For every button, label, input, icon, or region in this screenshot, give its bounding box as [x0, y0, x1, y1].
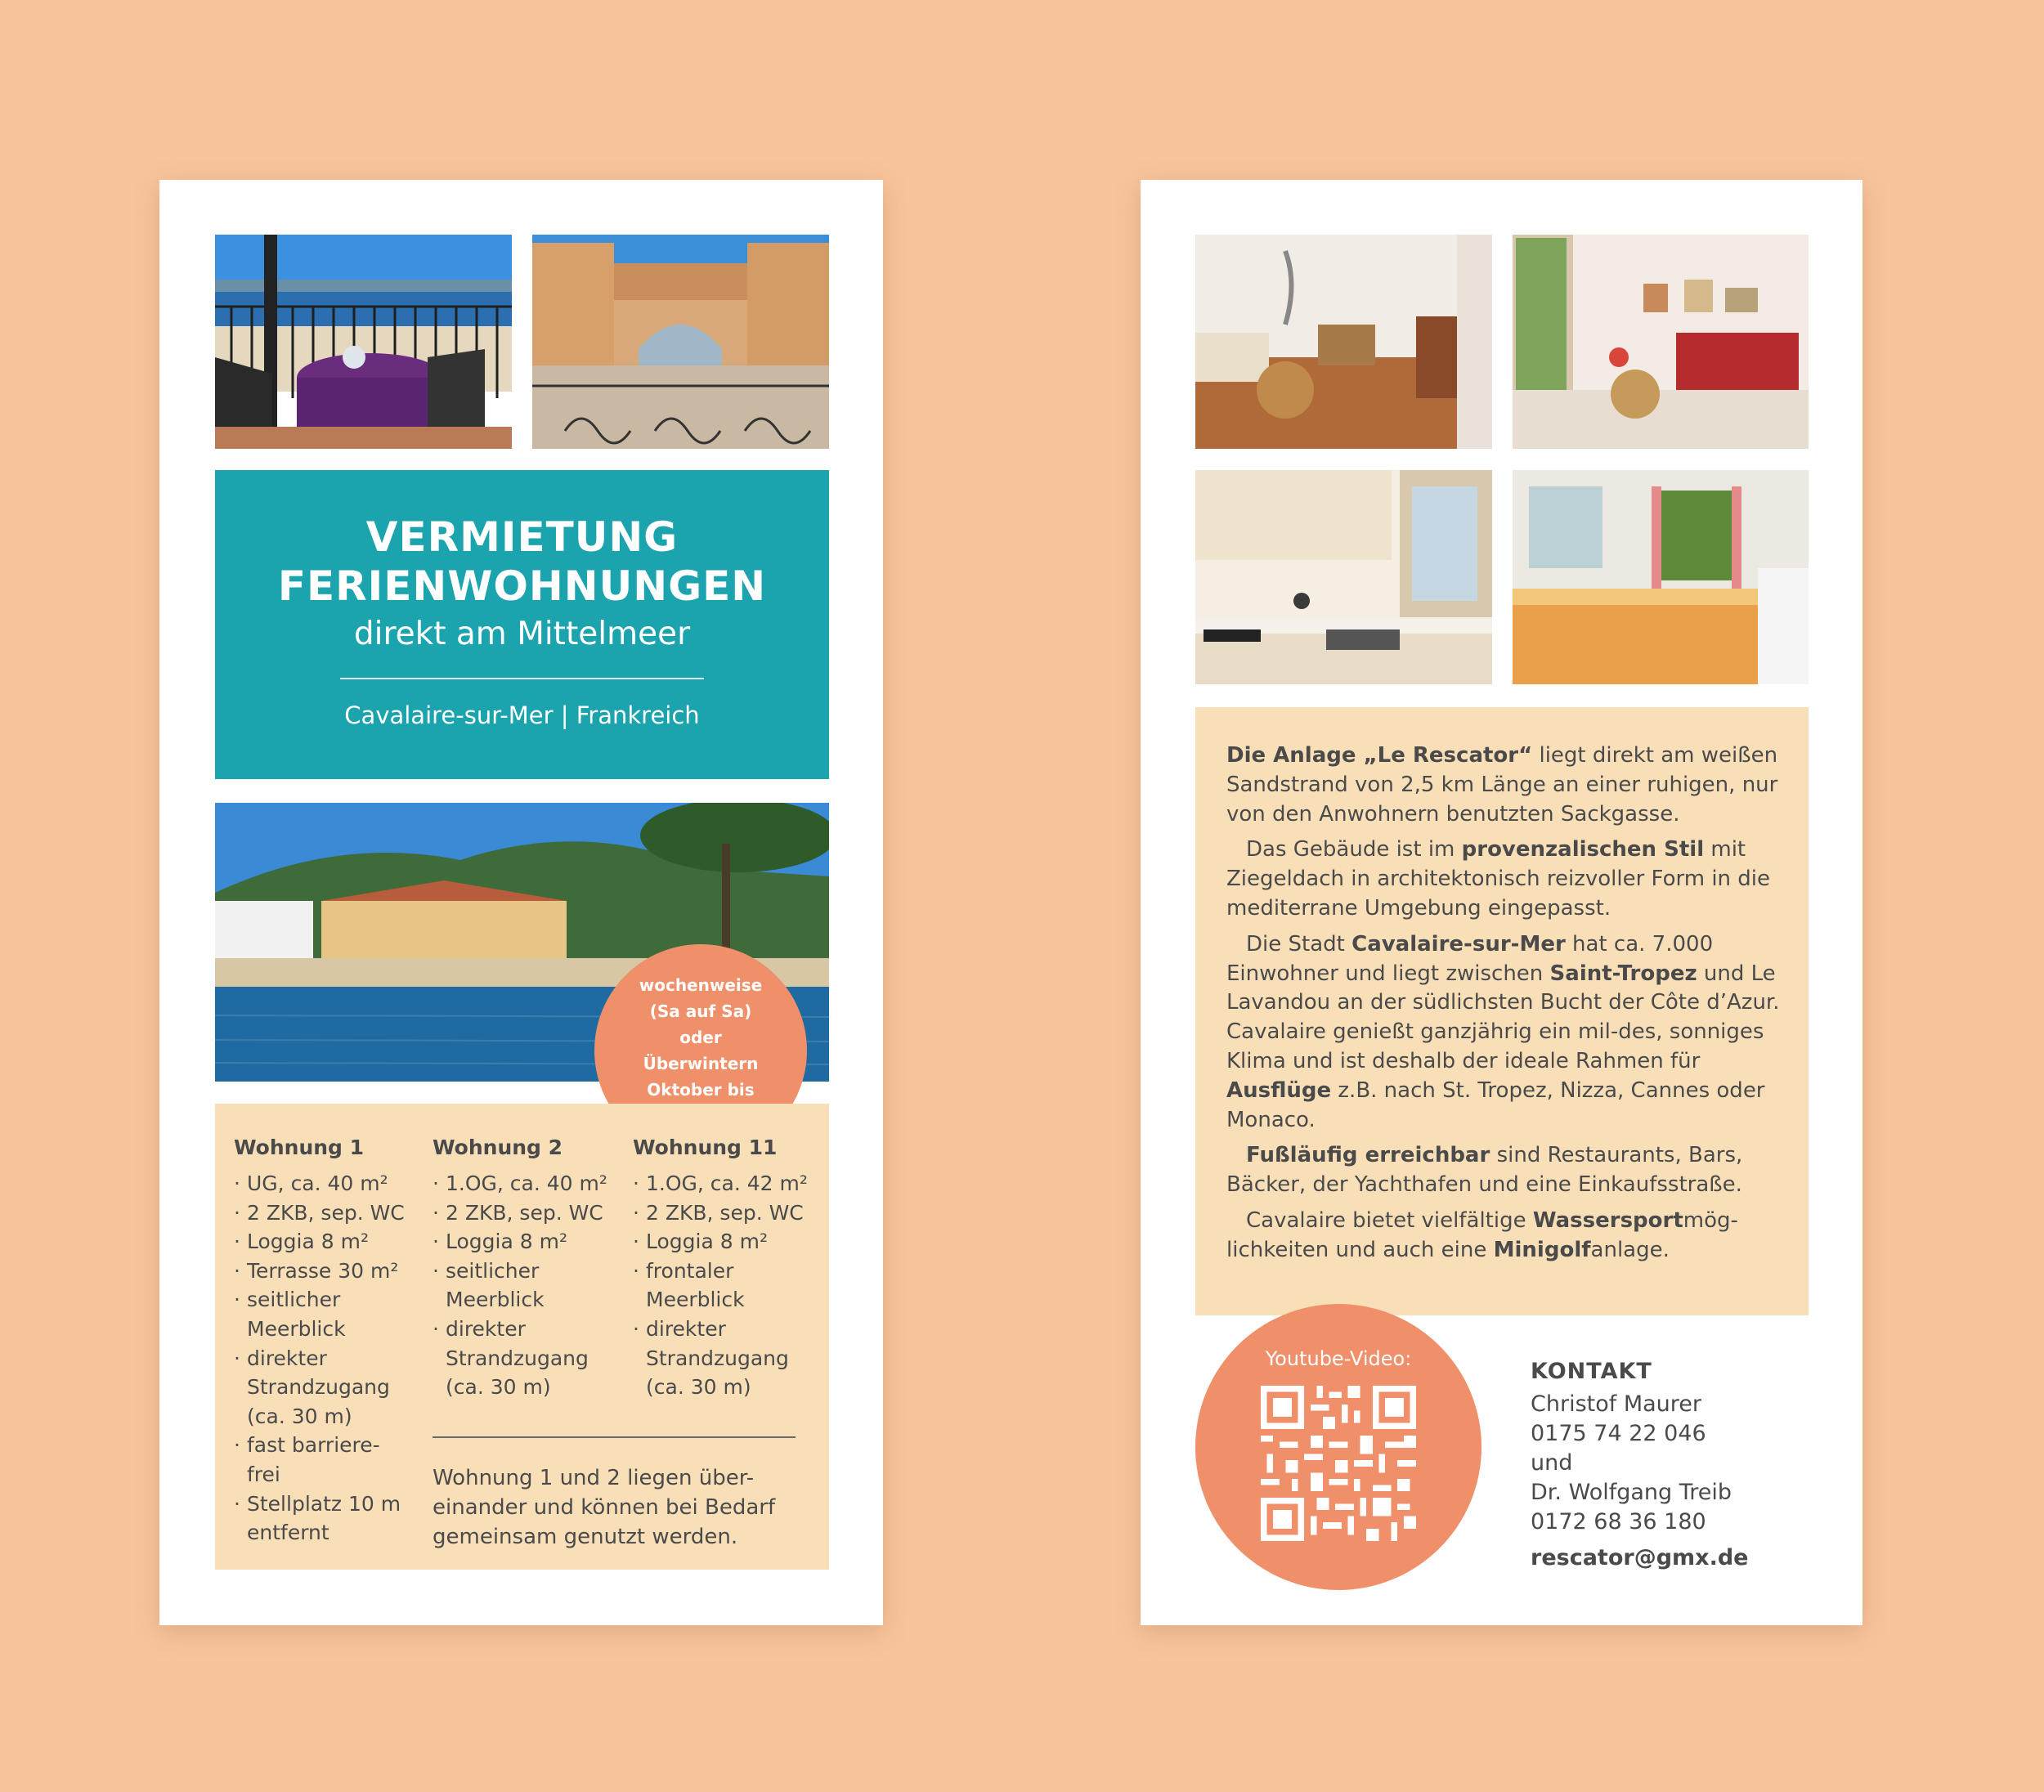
desc-text: mög-lichkeiten und auch eine: [1226, 1207, 1738, 1262]
apartment-column: [433, 1133, 621, 1402]
feature-item: · Loggia 8 m²: [234, 1227, 422, 1257]
title-banner: [215, 470, 829, 779]
contact-heading: KONTAKT: [1531, 1359, 1652, 1384]
title-line-1: VERMIETUNG: [365, 513, 679, 561]
title-divider: [340, 678, 704, 679]
description-text: [1226, 741, 1782, 1272]
feature-item: · frontaler Meerblick: [633, 1257, 821, 1315]
kitchen-photo: [1195, 470, 1492, 684]
contact-and: und: [1531, 1450, 1573, 1476]
feature-item: · seitlicher Meerblick: [433, 1257, 621, 1315]
balcony-sea-photo: [215, 235, 512, 449]
desc-text: Cavalaire bietet vielfältige: [1246, 1207, 1533, 1233]
desc-text: sind Restaurants, Bars, Bäcker, der Yachthafen und eine Einkaufsstraße.: [1226, 1143, 1743, 1198]
courtyard-photo: [532, 235, 829, 449]
description-box: [1195, 707, 1809, 1315]
feature-item: · direkter Strandzugang (ca. 30 m): [433, 1315, 621, 1402]
desc-text: hat ca. 7.000 Einwohner und liegt zwischen: [1226, 931, 1714, 986]
note-divider: [433, 1436, 796, 1438]
front-flyer: [159, 180, 883, 1625]
feature-item: · Stellplatz 10 m entfernt: [234, 1490, 422, 1548]
desc-paragraph: [1226, 930, 1782, 1136]
desc-bold: Fußläufig erreichbar: [1246, 1143, 1490, 1168]
desc-text: Das Gebäude ist im: [1246, 837, 1462, 862]
apartments-box: [215, 1104, 829, 1570]
feature-item: · Terrasse 30 m²: [234, 1257, 422, 1286]
desc-text: z.B. nach St. Tropez, Nizza, Cannes oder Monaco.: [1226, 1077, 1765, 1132]
badge-text: wochenweise (Sa auf Sa) oder Überwintern Oktober bis: [639, 975, 763, 1100]
contact-block: [1531, 1357, 1800, 1573]
desc-text: anlage.: [1590, 1237, 1670, 1262]
desc-text: mit Ziegeldach in architektonisch reizvoller Form in die mediterrane Umgebung eingepasst.: [1226, 837, 1771, 921]
desc-bold: Saint-Tropez: [1549, 961, 1697, 986]
feature-item: · fast barriere- frei: [234, 1431, 422, 1489]
feature-item: · direkter Strandzugang (ca. 30 m): [633, 1315, 821, 1402]
desc-text: Die Stadt: [1246, 931, 1352, 956]
desc-bold: Cavalaire-sur-Mer: [1351, 931, 1566, 956]
desc-text: liegt direkt am weißen Sandstrand von 2,5 km Länge an einer ruhigen, nur von den Anwohnern benutzten Sackgasse.: [1226, 743, 1778, 827]
feature-item: · Loggia 8 m²: [433, 1227, 621, 1257]
desc-bold: Ausflüge: [1226, 1077, 1332, 1103]
desc-paragraph: [1226, 1141, 1782, 1200]
living-room-photo: [1195, 235, 1492, 449]
desc-bold: provenzalischen Stil: [1461, 837, 1705, 862]
feature-item: · 2 ZKB, sep. WC: [633, 1198, 821, 1228]
desc-text: und Le Lavandou an der südlichsten Bucht der Côte d’Azur. Cavalaire genießt ganzjährig ein mil-des, sonniges Klima und ist deshalb der ideale Rahmen für: [1226, 961, 1780, 1073]
contact-phone[interactable]: 0172 68 36 180: [1531, 1509, 1706, 1534]
feature-item: · 1.OG, ca. 42 m²: [633, 1169, 821, 1198]
feature-item: · seitlicher Meerblick: [234, 1285, 422, 1343]
feature-item: · 2 ZKB, sep. WC: [433, 1198, 621, 1228]
contact-name: Christof Maurer: [1531, 1391, 1701, 1417]
feature-item: · direkter Strandzugang (ca. 30 m): [234, 1344, 422, 1431]
apartment-column: [633, 1133, 821, 1402]
contact-phone[interactable]: 0175 74 22 046: [1531, 1421, 1706, 1446]
apartment-name: Wohnung 2: [433, 1136, 563, 1159]
subtitle: direkt am Mittelmeer: [353, 616, 691, 652]
qr-code-icon[interactable]: [1261, 1386, 1416, 1541]
location-text: Cavalaire-sur-Mer | Frankreich: [344, 701, 700, 729]
desc-paragraph: [1226, 836, 1782, 923]
desc-paragraph: [1226, 1207, 1782, 1266]
desc-bold: Minigolf: [1493, 1237, 1591, 1262]
feature-item: · UG, ca. 40 m²: [234, 1169, 422, 1198]
feature-item: · Loggia 8 m²: [633, 1227, 821, 1257]
back-flyer: [1141, 180, 1862, 1625]
apartment-name: Wohnung 1: [234, 1136, 365, 1159]
feature-item: · 2 ZKB, sep. WC: [234, 1198, 422, 1228]
desc-paragraph: [1226, 741, 1782, 829]
youtube-qr-badge: [1195, 1304, 1481, 1590]
apartments-note: Wohnung 1 und 2 liegen über-einander und können bei Bedarf gemeinsam genutzt werden.: [433, 1466, 776, 1549]
feature-item: · 1.OG, ca. 40 m²: [433, 1169, 621, 1198]
qr-label: Youtube-Video:: [1265, 1347, 1412, 1370]
desc-bold: Wassersport: [1532, 1207, 1683, 1233]
bedroom-photo: [1513, 470, 1809, 684]
desc-bold: Die Anlage „Le Rescator“: [1226, 743, 1533, 768]
apartment-name: Wohnung 11: [633, 1136, 778, 1159]
contact-email-link[interactable]: rescator@gmx.de: [1531, 1545, 1749, 1570]
apartment-column: [234, 1133, 422, 1548]
title-line-2: FERIENWOHNUNGEN: [277, 562, 767, 610]
contact-name: Dr. Wolfgang Treib: [1531, 1480, 1732, 1505]
living-room-2-photo: [1513, 235, 1809, 449]
